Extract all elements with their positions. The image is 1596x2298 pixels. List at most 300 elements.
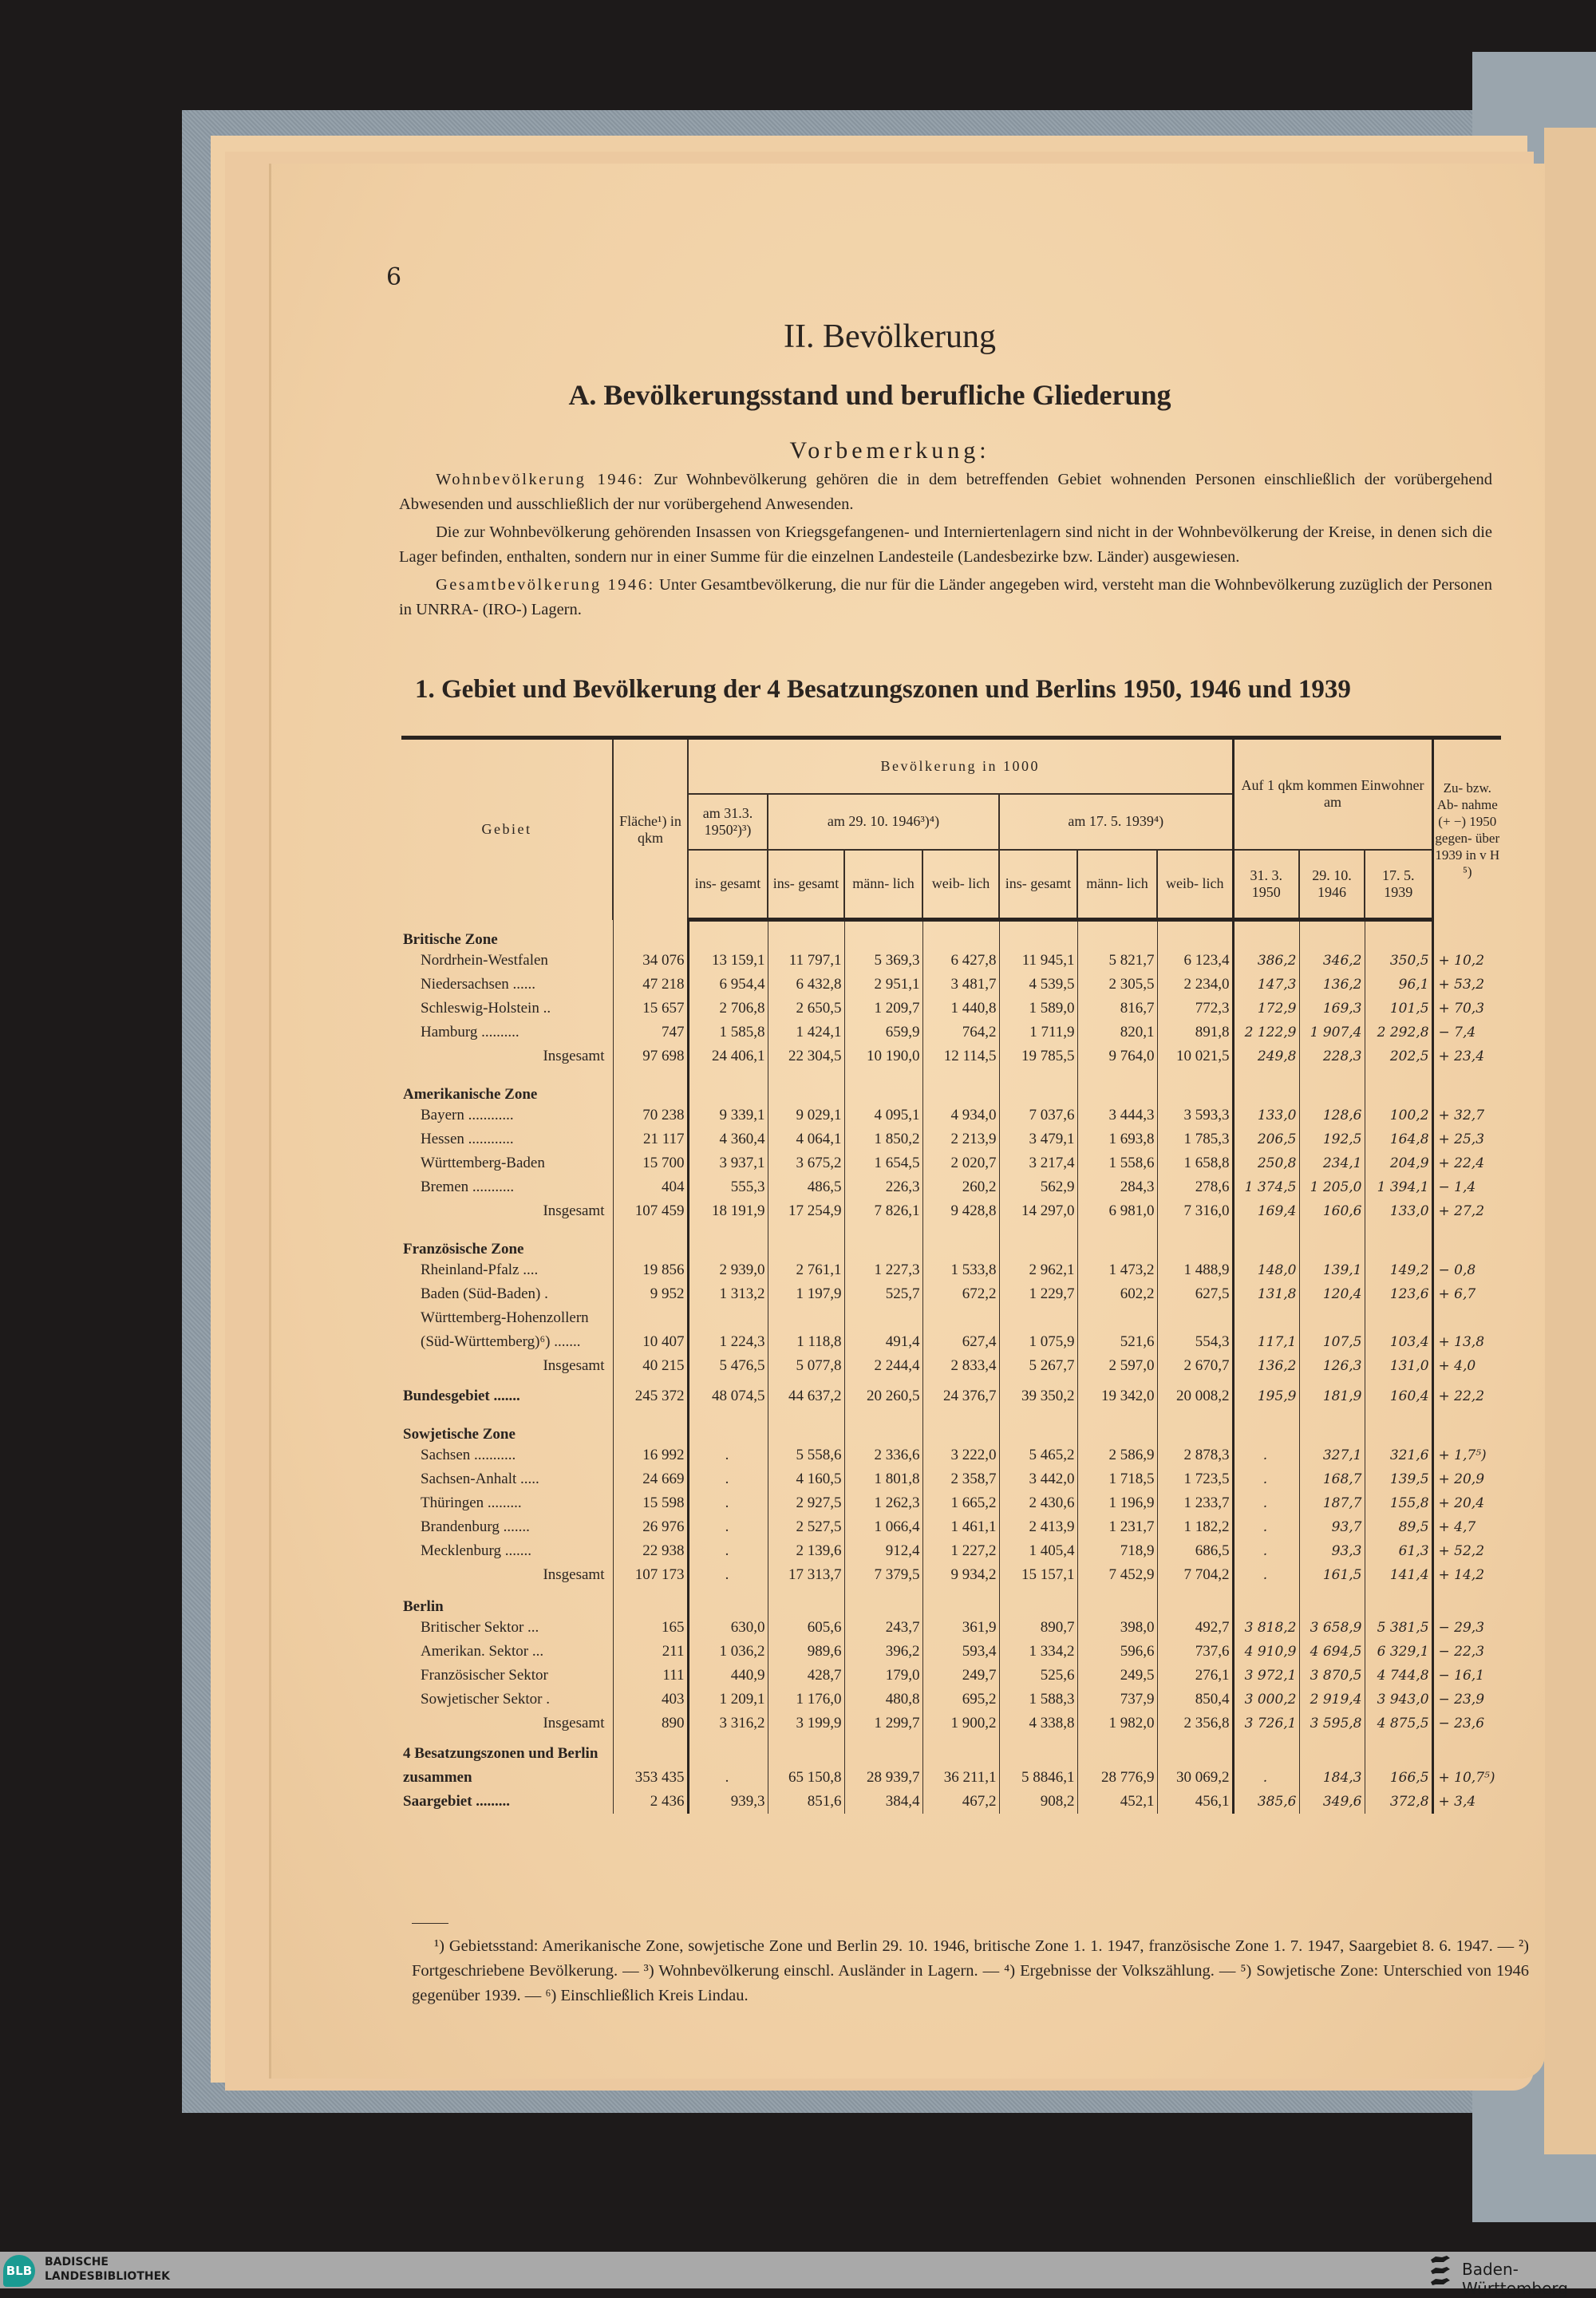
- row-label: Insgesamt: [543, 1202, 605, 1219]
- row-label: Britischer Sektor ...: [421, 1618, 539, 1636]
- table-row: [401, 1640, 1501, 1664]
- cell-d1950: 250,8: [1233, 1151, 1299, 1175]
- cell-m1939: 452,1: [1077, 1790, 1157, 1814]
- cell-w1939: 278,6: [1157, 1175, 1233, 1199]
- cell-chg: + 14,2: [1432, 1563, 1501, 1587]
- cell-w1939: 7 704,2: [1157, 1563, 1233, 1587]
- cell-i1939: 525,6: [999, 1664, 1077, 1688]
- cell-i1939: 3 479,1: [999, 1127, 1077, 1151]
- cell-d1939: 131,0: [1365, 1354, 1432, 1378]
- cell-flaeche: 890: [613, 1712, 688, 1735]
- cell-w1946: 1 665,2: [922, 1491, 999, 1515]
- cell-m1939: 7 452,9: [1077, 1563, 1157, 1587]
- cell-i1950: .: [688, 1563, 768, 1587]
- cell-flaeche: 107 459: [613, 1199, 688, 1223]
- cell-w1939: 6 123,4: [1157, 949, 1233, 973]
- cell-w1946: 593,4: [922, 1640, 999, 1664]
- cell-d1946: 228,3: [1299, 1044, 1365, 1068]
- cell-m1946: 491,4: [844, 1306, 922, 1354]
- table-row: [401, 1688, 1501, 1712]
- cell-chg: + 10,7⁵): [1432, 1742, 1501, 1790]
- row-label: Insgesamt: [543, 1356, 605, 1374]
- cell-w1939: 2 878,3: [1157, 1443, 1233, 1467]
- cell-m1939: 1 718,5: [1077, 1467, 1157, 1491]
- cell-d1946: 192,5: [1299, 1127, 1365, 1151]
- row-label: 4 Besatzungszonen und Berlin zusammen: [403, 1744, 598, 1786]
- empty-cell: [688, 1075, 768, 1104]
- cell-chg: + 4,7: [1432, 1515, 1501, 1539]
- cell-i1939: 1 711,9: [999, 1021, 1077, 1044]
- cell-w1946: 1 461,1: [922, 1515, 999, 1539]
- cell-i1939: 1 229,7: [999, 1282, 1077, 1306]
- cell-d1950: 3 000,2: [1233, 1688, 1299, 1712]
- cell-d1939: 155,8: [1365, 1491, 1432, 1515]
- cell-d1950: 3 972,1: [1233, 1664, 1299, 1688]
- cell-d1939: 4 875,5: [1365, 1712, 1432, 1735]
- table-row: [401, 1467, 1501, 1491]
- cell-w1939: 2 356,8: [1157, 1712, 1233, 1735]
- cell-i1950: 2 706,8: [688, 997, 768, 1021]
- cell-chg: − 7,4: [1432, 1021, 1501, 1044]
- cell-chg: + 1,7⁵): [1432, 1443, 1501, 1467]
- cell-w1939: 3 593,3: [1157, 1104, 1233, 1127]
- header-weiblich-1939: weib- lich: [1157, 850, 1233, 920]
- cell-w1946: 12 114,5: [922, 1044, 999, 1068]
- zone-label: Britische Zone: [403, 930, 498, 948]
- cell-d1939: 141,4: [1365, 1563, 1432, 1587]
- cell-i1950: 630,0: [688, 1616, 768, 1640]
- cell-d1946: 93,3: [1299, 1539, 1365, 1563]
- cell-d1950: 136,2: [1233, 1354, 1299, 1378]
- empty-cell: [999, 1587, 1077, 1616]
- cell-w1939: 772,3: [1157, 997, 1233, 1021]
- cell-m1946: 1 850,2: [844, 1127, 922, 1151]
- cell-chg: + 6,7: [1432, 1282, 1501, 1306]
- cell-d1939: 166,5: [1365, 1742, 1432, 1790]
- cell-flaeche: 165: [613, 1616, 688, 1640]
- header-bevoelkerung: Bevölkerung in 1000: [688, 738, 1233, 794]
- empty-cell: [688, 920, 768, 949]
- cell-d1946: 161,5: [1299, 1563, 1365, 1587]
- table-title: 1. Gebiet und Bevölkerung der 4 Besatzungszonen und Berlins 1950, 1946 und 1939: [415, 675, 1351, 704]
- cell-m1939: 1 982,0: [1077, 1712, 1157, 1735]
- population-table: [401, 736, 1501, 1814]
- cell-w1939: 554,3: [1157, 1306, 1233, 1354]
- library-name-line1: BADISCHE: [45, 2256, 109, 2268]
- empty-cell: [768, 920, 844, 949]
- cell-m1946: 384,4: [844, 1790, 922, 1814]
- cell-w1946: 24 376,7: [922, 1384, 999, 1408]
- cell-flaeche: 15 700: [613, 1151, 688, 1175]
- cell-d1939: 1 394,1: [1365, 1175, 1432, 1199]
- zone-header-row: [401, 1230, 1501, 1258]
- cell-d1950: 3 726,1: [1233, 1712, 1299, 1735]
- cell-w1946: 9 934,2: [922, 1563, 999, 1587]
- empty-cell: [1365, 1075, 1432, 1104]
- cell-chg: + 3,4: [1432, 1790, 1501, 1814]
- empty-cell: [844, 1587, 922, 1616]
- cell-m1939: 816,7: [1077, 997, 1157, 1021]
- cell-i1939: 562,9: [999, 1175, 1077, 1199]
- cell-d1950: .: [1233, 1443, 1299, 1467]
- cell-i1950: 13 159,1: [688, 949, 768, 973]
- row-label: Amerikan. Sektor ...: [421, 1642, 544, 1660]
- total-row: [401, 1044, 1501, 1068]
- preface-term: Wohnbevölkerung 1946:: [436, 471, 645, 488]
- cell-d1950: 1 374,5: [1233, 1175, 1299, 1199]
- cell-m1946: 659,9: [844, 1021, 922, 1044]
- cell-d1950: 169,4: [1233, 1199, 1299, 1223]
- cell-i1939: 4 539,5: [999, 973, 1077, 997]
- cell-i1946: 22 304,5: [768, 1044, 844, 1068]
- cell-i1939: 11 945,1: [999, 949, 1077, 973]
- cell-i1939: 890,7: [999, 1616, 1077, 1640]
- cell-chg: − 23,6: [1432, 1712, 1501, 1735]
- cell-d1950: 386,2: [1233, 949, 1299, 973]
- cell-d1939: 139,5: [1365, 1467, 1432, 1491]
- header-am-1939: am 17. 5. 1939⁴): [999, 794, 1233, 850]
- row-label: Rheinland-Pfalz ....: [421, 1261, 539, 1278]
- cell-d1939: 372,8: [1365, 1790, 1432, 1814]
- cell-flaeche: 34 076: [613, 949, 688, 973]
- cell-m1946: 2 336,6: [844, 1443, 922, 1467]
- cell-flaeche: 15 657: [613, 997, 688, 1021]
- cell-d1946: 126,3: [1299, 1354, 1365, 1378]
- cell-flaeche: 403: [613, 1688, 688, 1712]
- cell-i1950: 440,9: [688, 1664, 768, 1688]
- facing-page-edge: [1544, 128, 1596, 2154]
- empty-cell: [1299, 1587, 1365, 1616]
- cell-d1946: 327,1: [1299, 1443, 1365, 1467]
- cell-m1946: 179,0: [844, 1664, 922, 1688]
- cell-m1946: 525,7: [844, 1282, 922, 1306]
- cell-i1946: 17 313,7: [768, 1563, 844, 1587]
- empty-cell: [1233, 1075, 1299, 1104]
- chapter-title: II. Bevölkerung: [784, 318, 996, 355]
- cell-d1950: 2 122,9: [1233, 1021, 1299, 1044]
- empty-cell: [1365, 1230, 1432, 1258]
- cell-w1946: 2 358,7: [922, 1467, 999, 1491]
- cell-d1950: 133,0: [1233, 1104, 1299, 1127]
- row-label: Sowjetischer Sektor .: [421, 1690, 551, 1708]
- cell-m1939: 6 981,0: [1077, 1199, 1157, 1223]
- cell-d1946: 181,9: [1299, 1384, 1365, 1408]
- cell-w1939: 276,1: [1157, 1664, 1233, 1688]
- cell-m1939: 3 444,3: [1077, 1104, 1157, 1127]
- cell-d1950: 147,3: [1233, 973, 1299, 997]
- cell-d1950: .: [1233, 1491, 1299, 1515]
- cell-flaeche: 747: [613, 1021, 688, 1044]
- cell-flaeche: 111: [613, 1664, 688, 1688]
- zone-label: Sowjetische Zone: [403, 1425, 516, 1443]
- cell-m1939: 737,9: [1077, 1688, 1157, 1712]
- cell-d1950: 148,0: [1233, 1258, 1299, 1282]
- empty-cell: [999, 920, 1077, 949]
- preface-term: Gesamtbevölkerung 1946:: [436, 576, 655, 594]
- row-label: Saargebiet .........: [403, 1792, 511, 1810]
- table-row: [401, 1491, 1501, 1515]
- cell-i1950: 6 954,4: [688, 973, 768, 997]
- cell-i1939: 15 157,1: [999, 1563, 1077, 1587]
- cell-d1946: 3 595,8: [1299, 1712, 1365, 1735]
- cell-m1946: 28 939,7: [844, 1742, 922, 1790]
- cell-w1946: 3 222,0: [922, 1443, 999, 1467]
- cell-w1939: 1 658,8: [1157, 1151, 1233, 1175]
- cell-m1939: 1 196,9: [1077, 1491, 1157, 1515]
- empty-cell: [1365, 920, 1432, 949]
- header-am-1946: am 29. 10. 1946³)⁴): [768, 794, 999, 850]
- cell-w1946: 627,4: [922, 1306, 999, 1354]
- table-row: [401, 1306, 1501, 1354]
- state-name[interactable]: Baden-Württemberg: [1462, 2260, 1568, 2298]
- cell-d1939: 350,5: [1365, 949, 1432, 973]
- row-label: Brandenburg .......: [421, 1518, 530, 1535]
- empty-cell: [844, 1075, 922, 1104]
- total-row: [401, 1563, 1501, 1587]
- cell-d1946: 128,6: [1299, 1104, 1365, 1127]
- bundesgebiet-row: [401, 1384, 1501, 1408]
- cell-w1939: 1 723,5: [1157, 1467, 1233, 1491]
- cell-w1939: 627,5: [1157, 1282, 1233, 1306]
- cell-d1950: 131,8: [1233, 1282, 1299, 1306]
- cell-i1950: .: [688, 1443, 768, 1467]
- zone-header-row: [401, 920, 1501, 949]
- cell-m1939: 602,2: [1077, 1282, 1157, 1306]
- cell-i1939: 2 413,9: [999, 1515, 1077, 1539]
- empty-cell: [1233, 920, 1299, 949]
- empty-cell: [922, 1230, 999, 1258]
- cell-chg: − 1,4: [1432, 1175, 1501, 1199]
- cell-i1946: 486,5: [768, 1175, 844, 1199]
- cell-d1946: 136,2: [1299, 973, 1365, 997]
- total-row: [401, 1354, 1501, 1378]
- cell-i1939: 1 588,3: [999, 1688, 1077, 1712]
- empty-cell: [1432, 1230, 1501, 1258]
- empty-cell: [1432, 920, 1501, 949]
- cell-chg: + 32,7: [1432, 1104, 1501, 1127]
- cell-i1946: 17 254,9: [768, 1199, 844, 1223]
- cell-m1946: 1 299,7: [844, 1712, 922, 1735]
- cell-i1946: 851,6: [768, 1790, 844, 1814]
- cell-d1946: 1 907,4: [1299, 1021, 1365, 1044]
- cell-m1946: 2 244,4: [844, 1354, 922, 1378]
- cell-d1946: 107,5: [1299, 1306, 1365, 1354]
- cell-d1950: 195,9: [1233, 1384, 1299, 1408]
- empty-cell: [1365, 1587, 1432, 1616]
- cell-d1946: 120,4: [1299, 1282, 1365, 1306]
- empty-cell: [922, 1415, 999, 1443]
- cell-flaeche: 19 856: [613, 1258, 688, 1282]
- cell-w1939: 1 233,7: [1157, 1491, 1233, 1515]
- empty-cell: [1077, 920, 1157, 949]
- cell-d1939: 100,2: [1365, 1104, 1432, 1127]
- cell-d1950: 172,9: [1233, 997, 1299, 1021]
- header-weiblich-1946: weib- lich: [922, 850, 999, 920]
- cell-chg: + 20,9: [1432, 1467, 1501, 1491]
- cell-m1946: 2 951,1: [844, 973, 922, 997]
- cell-i1950: 1 585,8: [688, 1021, 768, 1044]
- cell-flaeche: 10 407: [613, 1306, 688, 1354]
- cell-chg: + 70,3: [1432, 997, 1501, 1021]
- empty-cell: [844, 1230, 922, 1258]
- spacer-row: [401, 1735, 1501, 1742]
- cell-i1939: 1 405,4: [999, 1539, 1077, 1563]
- cell-d1946: 3 658,9: [1299, 1616, 1365, 1640]
- cell-w1939: 2 234,0: [1157, 973, 1233, 997]
- cell-m1946: 10 190,0: [844, 1044, 922, 1068]
- cell-i1950: 1 036,2: [688, 1640, 768, 1664]
- cell-d1946: 1 205,0: [1299, 1175, 1365, 1199]
- cell-i1950: 5 476,5: [688, 1354, 768, 1378]
- blb-logo-icon[interactable]: BLB: [3, 2255, 35, 2287]
- empty-cell: [922, 1075, 999, 1104]
- preface-heading: Vorbemerkung:: [789, 437, 990, 464]
- cell-chg: + 22,2: [1432, 1384, 1501, 1408]
- preface-paragraph: [399, 520, 1492, 570]
- cell-m1939: 19 342,0: [1077, 1384, 1157, 1408]
- cell-chg: − 23,9: [1432, 1688, 1501, 1712]
- cell-chg: + 4,0: [1432, 1354, 1501, 1378]
- empty-cell: [922, 1587, 999, 1616]
- cell-chg: + 22,4: [1432, 1151, 1501, 1175]
- cell-d1950: .: [1233, 1539, 1299, 1563]
- header-change: Zu- bzw. Ab- nahme (+ −) 1950 gegen- über 1939 in v H ⁵): [1432, 738, 1501, 920]
- table-row: [401, 1616, 1501, 1640]
- table-row: [401, 1021, 1501, 1044]
- cell-chg: − 0,8: [1432, 1258, 1501, 1282]
- cell-d1939: 4 744,8: [1365, 1664, 1432, 1688]
- library-name[interactable]: [45, 2255, 170, 2284]
- header-dichte-1946: 29. 10. 1946: [1299, 850, 1365, 920]
- cell-m1946: 1 066,4: [844, 1515, 922, 1539]
- cell-m1939: 2 597,0: [1077, 1354, 1157, 1378]
- cell-d1939: 101,5: [1365, 997, 1432, 1021]
- cell-d1946: 160,6: [1299, 1199, 1365, 1223]
- cell-i1946: 2 927,5: [768, 1491, 844, 1515]
- cell-i1946: 65 150,8: [768, 1742, 844, 1790]
- cell-i1939: 2 962,1: [999, 1258, 1077, 1282]
- table-row: [401, 1443, 1501, 1467]
- cell-d1950: 4 910,9: [1233, 1640, 1299, 1664]
- cell-flaeche: 26 976: [613, 1515, 688, 1539]
- header-insgesamt-1950: ins- gesamt: [688, 850, 768, 920]
- cell-i1939: 5 465,2: [999, 1443, 1077, 1467]
- cell-i1946: 989,6: [768, 1640, 844, 1664]
- cell-flaeche: 245 372: [613, 1384, 688, 1408]
- empty-cell: [688, 1230, 768, 1258]
- cell-w1939: 891,8: [1157, 1021, 1233, 1044]
- table-row: [401, 949, 1501, 973]
- cell-d1939: 3 943,0: [1365, 1688, 1432, 1712]
- row-label: Bundesgebiet .......: [403, 1387, 520, 1404]
- cell-w1946: 2 833,4: [922, 1354, 999, 1378]
- cell-w1939: 456,1: [1157, 1790, 1233, 1814]
- empty-cell: [613, 1587, 688, 1616]
- cell-w1939: 10 021,5: [1157, 1044, 1233, 1068]
- cell-d1946: 184,3: [1299, 1742, 1365, 1790]
- spacer-row: [401, 1223, 1501, 1230]
- header-insgesamt-1939: ins- gesamt: [999, 850, 1077, 920]
- empty-cell: [1157, 1075, 1233, 1104]
- cell-w1946: 6 427,8: [922, 949, 999, 973]
- row-label: Thüringen .........: [421, 1494, 522, 1511]
- cell-m1946: 1 227,3: [844, 1258, 922, 1282]
- empty-cell: [1077, 1587, 1157, 1616]
- cell-w1946: 1 227,2: [922, 1539, 999, 1563]
- cell-d1946: 168,7: [1299, 1467, 1365, 1491]
- cell-m1946: 5 369,3: [844, 949, 922, 973]
- cell-d1939: 123,6: [1365, 1282, 1432, 1306]
- cell-w1939: 2 670,7: [1157, 1354, 1233, 1378]
- cell-d1939: 89,5: [1365, 1515, 1432, 1539]
- cell-chg: + 13,8: [1432, 1306, 1501, 1354]
- cell-flaeche: 2 436: [613, 1790, 688, 1814]
- cell-w1939: 20 008,2: [1157, 1384, 1233, 1408]
- cell-i1950: 3 316,2: [688, 1712, 768, 1735]
- preface-body: Zur Wohnbevölkerung gehören die in dem betreffenden Gebiet wohnenden Personen einschließlich der vorübergehend Abwesenden und ausschließlich der nur vorübergehend Anwesenden.: [399, 471, 1493, 513]
- empty-cell: [1299, 1230, 1365, 1258]
- cell-i1946: 4 064,1: [768, 1127, 844, 1151]
- empty-cell: [1432, 1415, 1501, 1443]
- cell-m1939: 1 473,2: [1077, 1258, 1157, 1282]
- cell-w1939: 30 069,2: [1157, 1742, 1233, 1790]
- cell-m1939: 1 558,6: [1077, 1151, 1157, 1175]
- table-row: [401, 1664, 1501, 1688]
- cell-i1946: 11 797,1: [768, 949, 844, 973]
- empty-cell: [1299, 1415, 1365, 1443]
- cell-d1939: 149,2: [1365, 1258, 1432, 1282]
- cell-i1950: 2 939,0: [688, 1258, 768, 1282]
- cell-flaeche: 353 435: [613, 1742, 688, 1790]
- row-label: Niedersachsen ......: [421, 975, 536, 993]
- cell-d1950: 206,5: [1233, 1127, 1299, 1151]
- cell-i1939: 2 430,6: [999, 1491, 1077, 1515]
- cell-i1946: 428,7: [768, 1664, 844, 1688]
- cell-d1939: 5 381,5: [1365, 1616, 1432, 1640]
- empty-cell: [688, 1587, 768, 1616]
- header-flaeche: Fläche¹) in qkm: [613, 738, 688, 920]
- cell-w1939: 850,4: [1157, 1688, 1233, 1712]
- cell-w1946: 36 211,1: [922, 1742, 999, 1790]
- cell-flaeche: 40 215: [613, 1354, 688, 1378]
- table-row: [401, 1258, 1501, 1282]
- cell-d1939: 133,0: [1365, 1199, 1432, 1223]
- cell-i1946: 1 424,1: [768, 1021, 844, 1044]
- preface-paragraph: [399, 468, 1492, 517]
- cell-d1946: 169,3: [1299, 997, 1365, 1021]
- cell-flaeche: 107 173: [613, 1563, 688, 1587]
- preface-body: Unter Gesamtbevölkerung, die nur für die Länder angegeben wird, versteht man die Wohnbevölkerung zuzüglich der Personen in UNRRA- (IRO-) Lagern.: [399, 576, 1492, 618]
- cell-w1946: 764,2: [922, 1021, 999, 1044]
- cell-m1939: 820,1: [1077, 1021, 1157, 1044]
- cell-i1950: 18 191,9: [688, 1199, 768, 1223]
- cell-d1946: 93,7: [1299, 1515, 1365, 1539]
- cell-i1946: 2 650,5: [768, 997, 844, 1021]
- empty-cell: [999, 1230, 1077, 1258]
- cell-m1939: 521,6: [1077, 1306, 1157, 1354]
- cell-i1946: 3 199,9: [768, 1712, 844, 1735]
- empty-cell: [613, 1415, 688, 1443]
- empty-cell: [688, 1415, 768, 1443]
- cell-m1939: 2 586,9: [1077, 1443, 1157, 1467]
- cell-w1946: 1 533,8: [922, 1258, 999, 1282]
- empty-cell: [1432, 1587, 1501, 1616]
- cell-d1939: 164,8: [1365, 1127, 1432, 1151]
- cell-m1939: 1 231,7: [1077, 1515, 1157, 1539]
- header-dichte-1950: 31. 3. 1950: [1233, 850, 1299, 920]
- header-maennlich-1939: männ- lich: [1077, 850, 1157, 920]
- header-gebiet: Gebiet: [481, 821, 532, 838]
